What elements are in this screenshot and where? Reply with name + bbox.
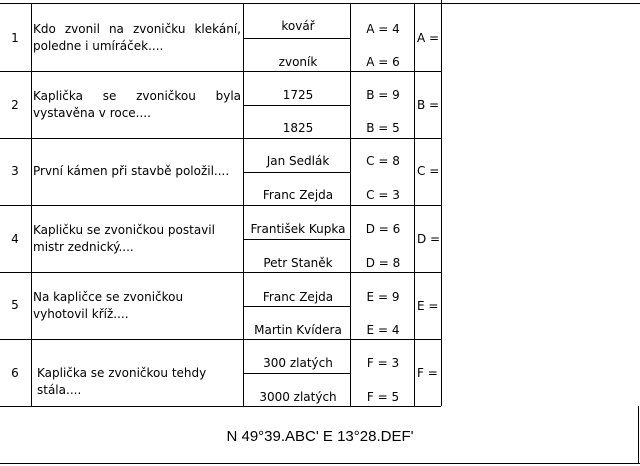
option-divider xyxy=(244,172,350,173)
option-code: F = 5 xyxy=(366,390,400,404)
option-divider xyxy=(244,373,350,374)
option-code: D = 8 xyxy=(365,256,401,270)
row-number: 1 xyxy=(11,31,19,45)
option-code: A = 6 xyxy=(366,55,400,69)
option-divider xyxy=(244,38,350,39)
answer-option: 300 zlatých xyxy=(263,356,333,370)
option-code: E = 4 xyxy=(366,323,400,337)
coordinates-formula: N 49°39.ABC' E 13°28.DEF' xyxy=(226,428,414,445)
row-number: 4 xyxy=(11,232,19,246)
question-text: Kaplička se zvoničkou byla vystavěna v roce.... xyxy=(33,89,241,120)
result-label: D = xyxy=(417,232,441,246)
answer-option: kovář xyxy=(281,19,315,33)
row-divider xyxy=(0,339,441,340)
table-border-top xyxy=(0,3,640,4)
row-number: 5 xyxy=(11,298,19,312)
question-text: Kdo zvonil na zvoničku klekání, poledne i umíráček.... xyxy=(33,22,241,53)
option-divider xyxy=(244,239,350,240)
answer-option: 1825 xyxy=(282,121,314,135)
answer-option: Jan Sedlák xyxy=(266,154,330,168)
answer-option: Martin Kvídera xyxy=(254,323,342,337)
result-label: E = xyxy=(417,299,439,313)
row-divider xyxy=(0,205,441,206)
result-label: A = xyxy=(417,31,440,45)
row-number: 2 xyxy=(11,98,19,112)
row-divider xyxy=(0,138,441,139)
answer-option: Franc Zejda xyxy=(262,290,334,304)
option-code: D = 6 xyxy=(365,222,401,236)
option-code: C = 8 xyxy=(366,154,400,168)
question-text: Kaplička se zvoničkou tehdy stála.... xyxy=(37,366,207,397)
col-line-answer xyxy=(350,3,351,406)
option-code: C = 3 xyxy=(366,188,400,202)
answer-option: Petr Staněk xyxy=(263,256,333,270)
option-divider xyxy=(244,306,350,307)
answer-option: 3000 zlatých xyxy=(259,390,337,404)
option-divider xyxy=(244,105,350,106)
answer-option: František Kupka xyxy=(250,222,346,236)
answer-option: Franc Zejda xyxy=(262,188,334,202)
option-code: E = 9 xyxy=(366,290,400,304)
row-number: 3 xyxy=(11,164,19,178)
option-code: B = 5 xyxy=(366,121,400,135)
result-label: F = xyxy=(417,366,438,380)
answer-option: 1725 xyxy=(282,88,314,102)
answer-option: zvoník xyxy=(278,55,318,69)
question-text: Na kapličce se zvoničkou vyhotovil kříž.... xyxy=(33,290,184,321)
col-line-result xyxy=(441,0,442,406)
col-line-number xyxy=(31,3,32,406)
row-divider xyxy=(0,71,441,72)
option-code: A = 4 xyxy=(366,22,400,36)
result-label: C = xyxy=(417,164,440,178)
row-divider xyxy=(0,406,441,407)
col-line-question xyxy=(243,3,244,406)
option-code: B = 9 xyxy=(366,88,400,102)
result-label: B = xyxy=(417,98,440,112)
table-border-bottom xyxy=(0,463,640,464)
question-text: Kapličku se zvoničkou postavil mistr zednický.... xyxy=(33,223,215,254)
row-number: 6 xyxy=(11,366,19,380)
col-line-code xyxy=(414,3,415,406)
question-text: První kámen při stavbě položil.... xyxy=(33,164,230,178)
row-divider xyxy=(0,272,441,273)
option-code: F = 3 xyxy=(366,356,400,370)
